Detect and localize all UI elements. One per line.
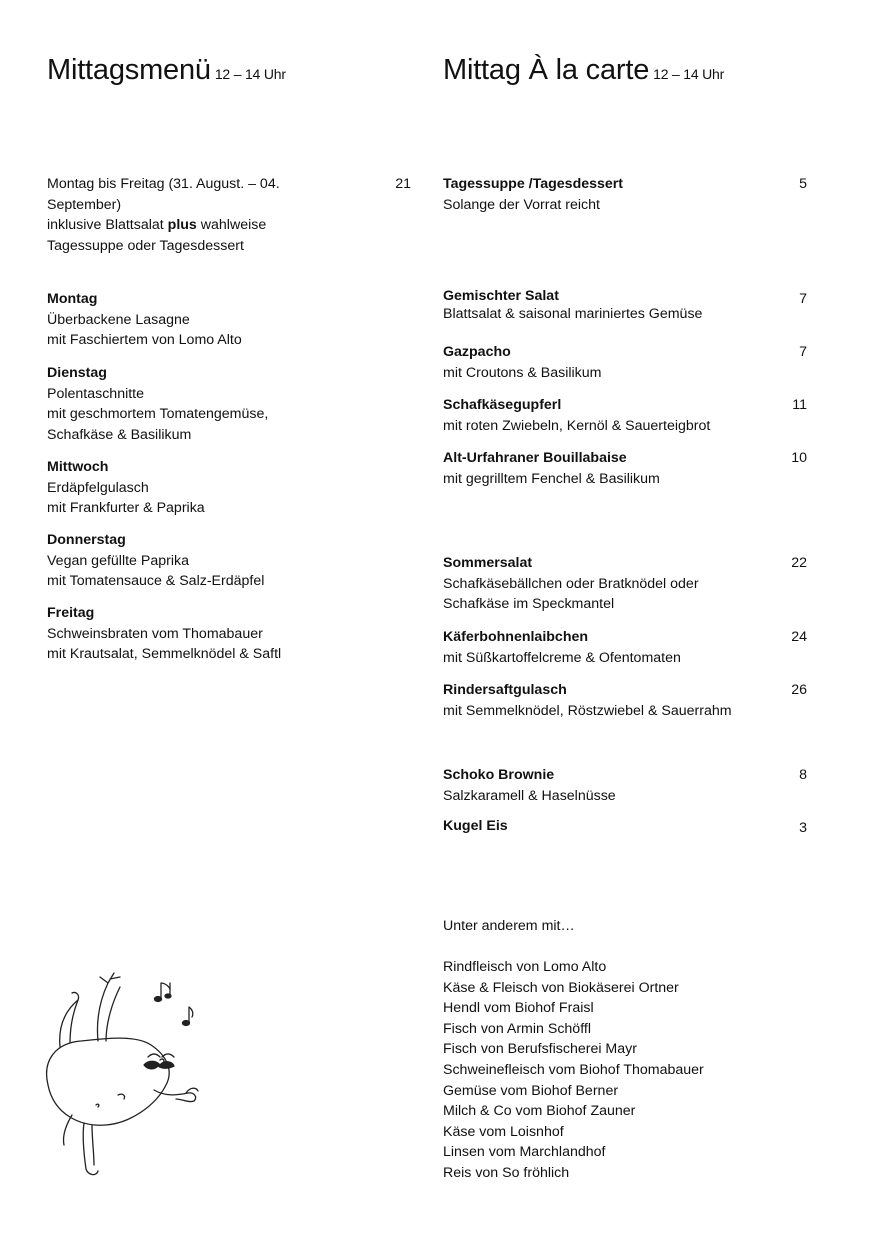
carte-item-desc: mit Süßkartoffelcreme & Ofentomaten <box>443 649 681 666</box>
day-name: Montag <box>47 291 98 307</box>
carte-item-price: 10 <box>791 450 807 466</box>
dish-line: Schweinsbraten vom Thomabauer <box>47 625 263 642</box>
supplier-item: Fisch von Armin Schöffl <box>443 1020 591 1037</box>
suppliers-list <box>443 957 783 1184</box>
weekly-menu-info <box>47 174 387 256</box>
left-title-text: Mittagsmenü <box>47 54 211 86</box>
day-name: Mittwoch <box>47 459 109 475</box>
day-monday <box>47 289 387 351</box>
weekly-price: 21 <box>395 176 411 192</box>
carte-item-desc: mit Semmelknödel, Röstzwiebel & Sauerrahm <box>443 702 732 719</box>
carte-item-desc: mit Croutons & Basilikum <box>443 364 602 381</box>
supplier-item: Gemüse vom Biohof Berner <box>443 1082 619 1099</box>
dish-line: Schafkäse & Basilikum <box>47 426 192 443</box>
carte-item-name: Alt-Urfahraner Bouillabaise <box>443 450 627 466</box>
carte-item-price: 7 <box>799 291 807 307</box>
carte-item <box>443 342 783 383</box>
weekly-text: wahlweise <box>196 217 267 234</box>
carte-item-price: 26 <box>791 682 807 698</box>
day-name: Dienstag <box>47 365 107 381</box>
dish-line: Erdäpfelgulasch <box>47 479 149 496</box>
carte-item-price: 5 <box>799 176 807 192</box>
carte-item-price: 8 <box>799 767 807 783</box>
carte-item <box>443 448 783 489</box>
weekly-text: inklusive Blattsalat <box>47 217 168 234</box>
carte-item-name: Kugel Eis <box>443 818 508 834</box>
carte-item-name: Käferbohnenlaibchen <box>443 629 589 645</box>
supplier-item: Linsen vom Marchlandhof <box>443 1144 606 1161</box>
carte-item-price: 22 <box>791 555 807 571</box>
weekly-line <box>47 215 387 236</box>
carte-item-desc: Salzkaramell & Haselnüsse <box>443 787 616 804</box>
carte-item-desc: mit gegrilltem Fenchel & Basilikum <box>443 470 660 487</box>
carte-item-name: Gemischter Salat <box>443 288 559 304</box>
dish-line: mit Tomatensauce & Salz-Erdäpfel <box>47 573 265 590</box>
carte-item <box>443 680 783 721</box>
weekly-line: Montag bis Freitag (31. August. – 04. <box>47 176 280 192</box>
weekly-plus: plus <box>167 217 197 234</box>
carte-item <box>443 553 783 615</box>
carte-item-desc: mit roten Zwiebeln, Kernöl & Sauerteigbrot <box>443 417 711 434</box>
carte-item-price: 11 <box>792 397 807 413</box>
dancing-potato-mascot-illustration <box>36 965 216 1185</box>
day-name: Freitag <box>47 605 95 621</box>
supplier-item: Rindfleisch von Lomo Alto <box>443 959 607 975</box>
right-page-title <box>443 54 724 87</box>
carte-item <box>443 395 783 436</box>
carte-item-desc: Blattsalat & saisonal mariniertes Gemüse <box>443 305 703 322</box>
carte-item <box>443 765 783 806</box>
day-thursday <box>47 530 387 592</box>
dish-line: Überbackene Lasagne <box>47 311 190 328</box>
right-title-time: 12 – 14 Uhr <box>653 66 725 82</box>
supplier-item: Käse & Fleisch von Biokäserei Ortner <box>443 979 679 996</box>
supplier-item: Schweinefleisch vom Biohof Thomabauer <box>443 1061 704 1078</box>
day-tuesday <box>47 363 387 445</box>
carte-item-name: Schoko Brownie <box>443 767 555 783</box>
supplier-item: Reis von So fröhlich <box>443 1164 570 1181</box>
carte-item-name: Gazpacho <box>443 344 511 360</box>
carte-item <box>443 174 783 215</box>
carte-item-name: Tagessuppe /Tagesdessert <box>443 176 624 192</box>
carte-item-name: Schafkäsegupferl <box>443 397 562 413</box>
carte-item-price: 24 <box>791 629 807 645</box>
carte-item <box>443 816 783 837</box>
supplier-item: Milch & Co vom Biohof Zauner <box>443 1103 636 1120</box>
dish-line: mit Frankfurter & Paprika <box>47 500 205 517</box>
left-title-time: 12 – 14 Uhr <box>214 66 286 82</box>
day-name: Donnerstag <box>47 532 126 548</box>
carte-item-price: 3 <box>799 820 807 836</box>
carte-item-desc: Solange der Vorrat reicht <box>443 196 600 213</box>
dish-line: Vegan gefüllte Paprika <box>47 552 189 569</box>
dish-line: mit Krautsalat, Semmelknödel & Saftl <box>47 646 282 663</box>
carte-item-name: Rindersaftgulasch <box>443 682 567 698</box>
carte-item-name: Sommersalat <box>443 555 533 571</box>
suppliers-intro: Unter anderem mit… <box>443 918 575 934</box>
weekly-line: Tagessuppe oder Tagesdessert <box>47 237 244 254</box>
carte-item <box>443 286 783 324</box>
dish-line: mit geschmortem Tomatengemüse, <box>47 406 269 423</box>
right-title-text: Mittag À la carte <box>443 54 650 86</box>
supplier-item: Fisch von Berufsfischerei Mayr <box>443 1041 637 1058</box>
dish-line: mit Faschiertem von Lomo Alto <box>47 332 242 349</box>
carte-item-desc: Schafkäsebällchen oder Bratknödel oder <box>443 575 699 592</box>
day-wednesday <box>47 457 387 519</box>
weekly-line: September) <box>47 196 122 213</box>
carte-item-desc: Schafkäse im Speckmantel <box>443 596 615 613</box>
day-friday <box>47 603 387 665</box>
supplier-item: Hendl vom Biohof Fraisl <box>443 1000 594 1017</box>
carte-item <box>443 627 783 668</box>
carte-item-price: 7 <box>799 344 807 360</box>
dish-line: Polentaschnitte <box>47 385 145 402</box>
supplier-item: Käse vom Loisnhof <box>443 1123 564 1140</box>
left-page-title <box>47 54 286 87</box>
